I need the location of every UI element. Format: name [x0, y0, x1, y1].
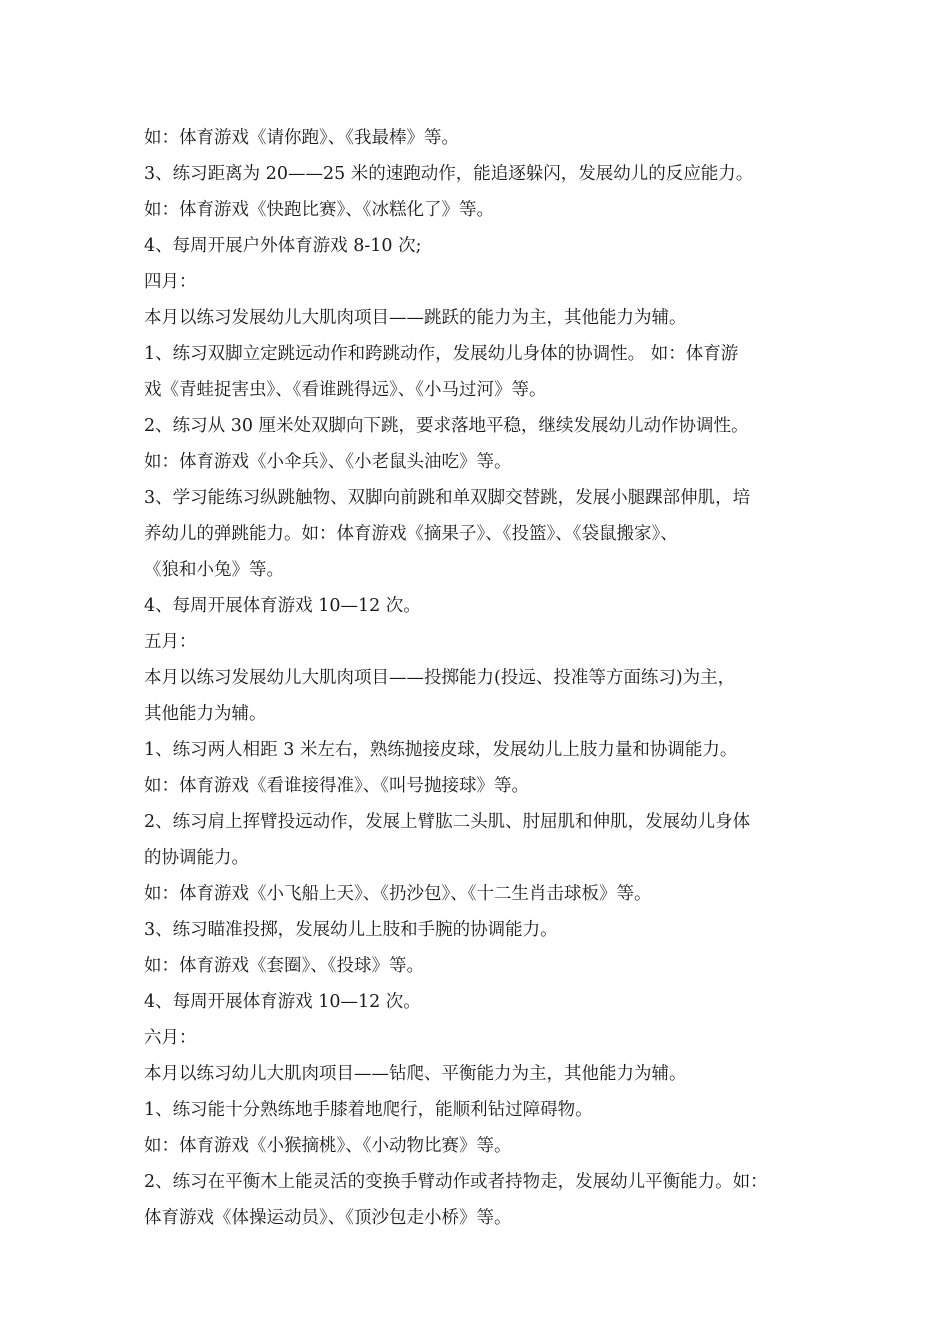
text-line: 本月以练习发展幼儿大肌肉项目——跳跃的能力为主，其他能力为辅。 — [144, 308, 687, 328]
text-line: 4、每周开展户外体育游戏 8-10 次; — [144, 236, 422, 256]
text-line: 3、练习距离为 20——25 米的速跑动作，能追逐躲闪，发展幼儿的反应能力。 — [144, 164, 754, 184]
text-line: 的协调能力。 — [144, 848, 249, 868]
text-line: 如：体育游戏《套圈》、《投球》等。 — [144, 956, 424, 976]
text-line: 养幼儿的弹跳能力。如：体育游戏《摘果子》、《投篮》、《袋鼠搬家》、 — [144, 524, 678, 544]
text-line: 如：体育游戏《小猴摘桃》、《小动物比赛》等。 — [144, 1136, 512, 1156]
section-heading-may: 五月： — [144, 632, 197, 652]
text-line: 如：体育游戏《小飞船上天》、《扔沙包》、《十二生肖击球板》等。 — [144, 884, 652, 904]
text-line: 其他能力为辅。 — [144, 704, 267, 724]
text-line: 如：体育游戏《快跑比赛》、《冰糕化了》等。 — [144, 200, 494, 220]
text-line: 《狼和小兔》等。 — [144, 560, 284, 580]
text-line: 戏《青蛙捉害虫》、《看谁跳得远》、《小马过河》等。 — [144, 380, 547, 400]
text-line: 2、练习在平衡木上能灵活的变换手臂动作或者持物走，发展幼儿平衡能力。如： — [144, 1172, 768, 1192]
text-line: 3、学习能练习纵跳触物、双脚向前跳和单双脚交替跳，发展小腿踝部伸肌，培 — [144, 488, 751, 508]
text-line: 1、练习能十分熟练地手膝着地爬行，能顺利钻过障碍物。 — [144, 1100, 593, 1120]
text-line: 2、练习肩上挥臂投远动作，发展上臂肱二头肌、肘屈肌和伸肌，发展幼儿身体 — [144, 812, 751, 832]
text-line: 本月以练习幼儿大肌肉项目——钻爬、平衡能力为主，其他能力为辅。 — [144, 1064, 687, 1084]
text-line: 4、每周开展体育游戏 10—12 次。 — [144, 992, 421, 1012]
section-heading-april: 四月： — [144, 272, 197, 292]
text-line: 3、练习瞄准投掷，发展幼儿上肢和手腕的协调能力。 — [144, 920, 558, 940]
text-line: 1、练习两人相距 3 米左右，熟练抛接皮球，发展幼儿上肢力量和协调能力。 — [144, 740, 738, 760]
document-body — [144, 120, 824, 1236]
text-line: 如：体育游戏《小伞兵》、《小老鼠头油吃》等。 — [144, 452, 512, 472]
text-line: 如：体育游戏《请你跑》、《我最棒》等。 — [144, 128, 459, 148]
text-line: 如：体育游戏《看谁接得准》、《叫号抛接球》等。 — [144, 776, 529, 796]
text-line: 2、练习从 30 厘米处双脚向下跳，要求落地平稳，继续发展幼儿动作协调性。 — [144, 416, 749, 436]
section-heading-june: 六月： — [144, 1028, 197, 1048]
text-line: 本月以练习发展幼儿大肌肉项目——投掷能力(投远、投准等方面练习)为主， — [144, 668, 736, 688]
text-line: 1、练习双脚立定跳远动作和跨跳动作，发展幼儿身体的协调性。 如：体育游 — [144, 344, 739, 364]
text-line: 4、每周开展体育游戏 10—12 次。 — [144, 596, 421, 616]
text-line: 体育游戏《体操运动员》、《顶沙包走小桥》等。 — [144, 1208, 512, 1228]
